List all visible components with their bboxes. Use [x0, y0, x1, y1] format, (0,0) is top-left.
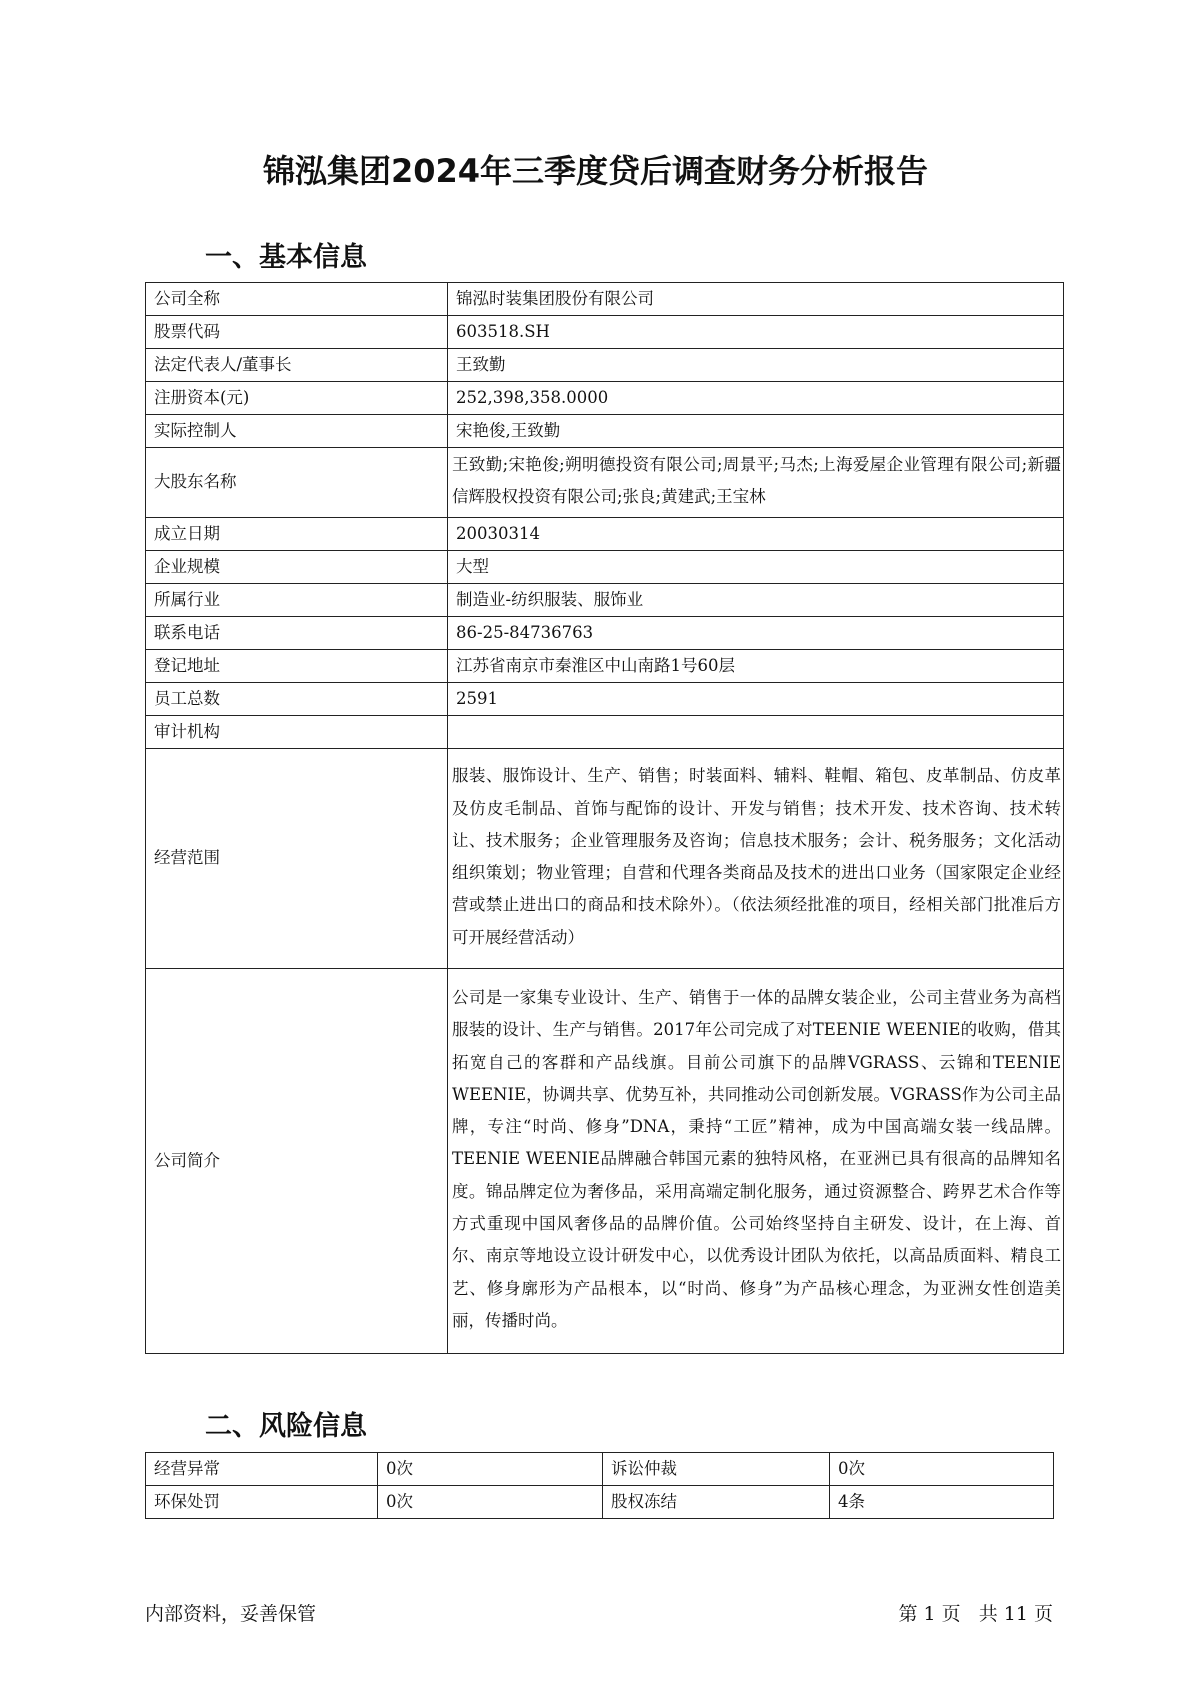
risk-value: 4条: [830, 1486, 1054, 1519]
basic-info-table: [145, 282, 1064, 1354]
field-value: 252,398,358.0000: [448, 382, 1064, 415]
field-label: 登记地址: [146, 649, 448, 682]
field-label: 实际控制人: [146, 415, 448, 448]
field-label: 审计机构: [146, 715, 448, 748]
risk-value: 0次: [830, 1453, 1054, 1486]
field-label: 员工总数: [146, 682, 448, 715]
table-row: [146, 283, 1064, 316]
field-value: 服装、服饰设计、生产、销售；时装面料、辅料、鞋帽、箱包、皮革制品、仿皮革及仿皮毛制品、首饰与配饰的设计、开发与销售；技术开发、技术咨询、技术转让、技术服务；企业管理服务及咨询；信息技术服务；会计、税务服务；文化活动组织策划；物业管理；自营和代理各类商品及技术的进出口业务（国家限定企业经营或禁止进出口的商品和技术除外）。（依法须经批准的项目，经相关部门批准后方可开展经营活动）: [448, 748, 1064, 968]
table-row: [146, 415, 1064, 448]
field-value: 制造业-纺织服装、服饰业: [448, 583, 1064, 616]
risk-label: 股权冻结: [603, 1486, 830, 1519]
field-label: 企业规模: [146, 550, 448, 583]
table-row: [146, 550, 1064, 583]
field-label: 公司简介: [146, 968, 448, 1353]
field-value: [448, 715, 1064, 748]
table-row: [146, 349, 1064, 382]
table-row: [146, 1486, 1054, 1519]
field-value: 20030314: [448, 517, 1064, 550]
field-label: 所属行业: [146, 583, 448, 616]
field-label: 股票代码: [146, 316, 448, 349]
field-value: 86-25-84736763: [448, 616, 1064, 649]
table-row: [146, 382, 1064, 415]
table-row: [146, 715, 1064, 748]
risk-label: 环保处罚: [146, 1486, 378, 1519]
risk-value: 0次: [378, 1453, 603, 1486]
field-label: 注册资本(元): [146, 382, 448, 415]
table-row: [146, 748, 1064, 968]
field-value: 王致勤: [448, 349, 1064, 382]
field-value: 宋艳俊,王致勤: [448, 415, 1064, 448]
table-row: [146, 968, 1064, 1353]
section-heading-risk-info: 二、风险信息: [205, 1411, 367, 1442]
field-label: 成立日期: [146, 517, 448, 550]
field-value: 大型: [448, 550, 1064, 583]
field-value: 公司是一家集专业设计、生产、销售于一体的品牌女装企业，公司主营业务为高档服装的设计、生产与销售。2017年公司完成了对TEENIE WEENIE的收购，借其拓宽自己的客群和产品线旗。目前公司旗下的品牌VGRASS、云锦和TEENIE WEENIE，协调共享、优势互补，共同推动公司创新发展。VGRASS作为公司主品牌，专注“时尚、修身”DNA，秉持“工匠”精神，成为中国高端女装一线品牌。TEENIE WEENIE品牌融合韩国元素的独特风格，在亚洲已具有很高的品牌知名度。锦品牌定位为奢侈品，采用高端定制化服务，通过资源整合、跨界艺术合作等方式重现中国风奢侈品的品牌价值。公司始终坚持自主研发、设计，在上海、首尔、南京等地设立设计研发中心，以优秀设计团队为依托，以高品质面料、精良工艺、修身廓形为产品根本，以“时尚、修身”为产品核心理念，为亚洲女性创造美丽，传播时尚。: [448, 968, 1064, 1353]
table-row: [146, 682, 1064, 715]
section-heading-basic-info: 一、基本信息: [205, 242, 367, 273]
table-row: [146, 1453, 1054, 1486]
table-row: [146, 649, 1064, 682]
field-label: 公司全称: [146, 283, 448, 316]
table-row: [146, 517, 1064, 550]
report-title: 锦泓集团2024年三季度贷后调查财务分析报告: [262, 152, 929, 190]
field-value: 603518.SH: [448, 316, 1064, 349]
risk-info-table: [145, 1452, 1054, 1519]
field-label: 联系电话: [146, 616, 448, 649]
risk-label: 诉讼仲裁: [603, 1453, 830, 1486]
field-label: 经营范围: [146, 748, 448, 968]
footer-page-number: 第 1 页 共 11 页: [898, 1603, 1053, 1625]
field-label: 法定代表人/董事长: [146, 349, 448, 382]
field-value: 2591: [448, 682, 1064, 715]
field-label: 大股东名称: [146, 448, 448, 518]
table-row: [146, 448, 1064, 518]
table-row: [146, 583, 1064, 616]
field-value: 锦泓时装集团股份有限公司: [448, 283, 1064, 316]
field-value: 江苏省南京市秦淮区中山南路1号60层: [448, 649, 1064, 682]
risk-value: 0次: [378, 1486, 603, 1519]
risk-label: 经营异常: [146, 1453, 378, 1486]
field-value: 王致勤;宋艳俊;朔明德投资有限公司;周景平;马杰;上海爱屋企业管理有限公司;新疆信辉股权投资有限公司;张良;黄建武;王宝林: [448, 448, 1064, 518]
table-row: [146, 616, 1064, 649]
table-row: [146, 316, 1064, 349]
footer-confidential-note: 内部资料，妥善保管: [145, 1603, 317, 1625]
